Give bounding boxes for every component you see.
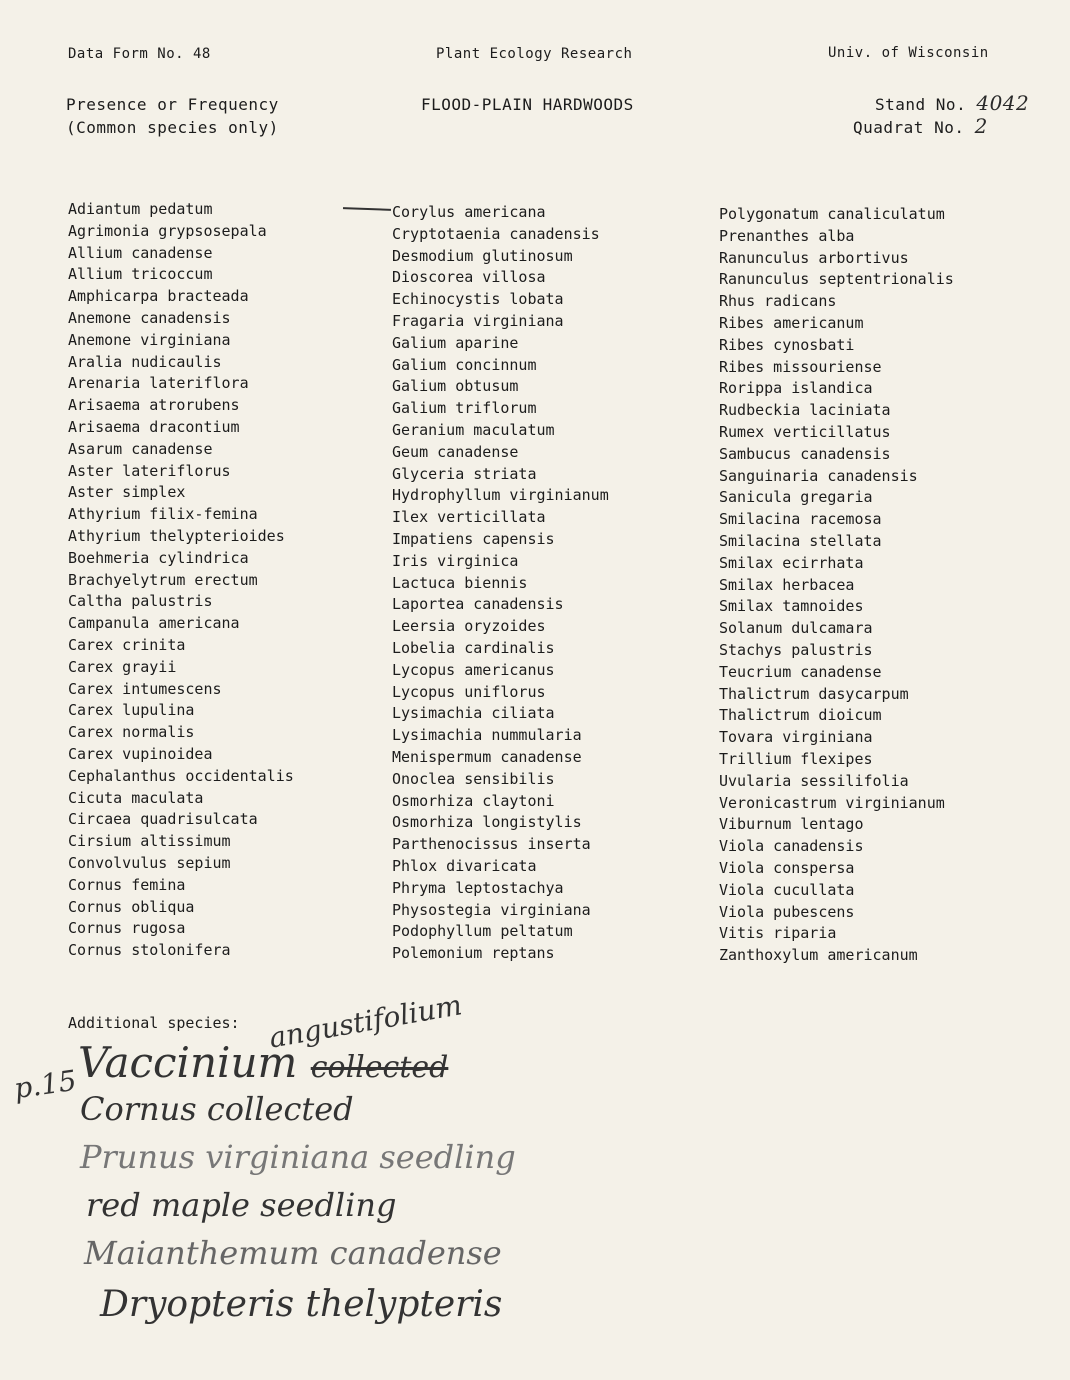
species-item: Veronicastrum virginianum <box>719 793 945 812</box>
quadrat-label: Quadrat No. <box>853 118 965 137</box>
handwritten-line-1 <box>78 1038 448 1087</box>
handwritten-margin-note: p.15 <box>12 1063 79 1106</box>
species-item: Boehmeria cylindrica <box>68 548 249 567</box>
species-item: Smilax ecirrhata <box>719 553 864 572</box>
species-item: Ribes cynosbati <box>719 335 855 354</box>
species-item: Galium obtusum <box>392 377 519 396</box>
species-item: Leersia oryzoides <box>392 617 546 636</box>
species-item: Caltha palustris <box>68 592 213 611</box>
species-item: Athyrium thelypterioides <box>68 526 285 545</box>
handwritten-line-5: Maianthemum canadense <box>84 1234 502 1272</box>
species-item: Prenanthes alba <box>719 226 855 245</box>
species-item: Physostegia virginiana <box>392 900 591 919</box>
species-item: Ranunculus septentrionalis <box>719 270 954 289</box>
species-item: Lycopus uniflorus <box>392 682 546 701</box>
species-item: Carex grayii <box>68 657 177 676</box>
species-item: Carex vupinoidea <box>68 744 213 763</box>
species-item: Impatiens capensis <box>392 529 555 548</box>
species-item: Hydrophyllum virginianum <box>392 486 609 505</box>
species-item: Ranunculus arbortivus <box>719 248 909 267</box>
species-item: Cornus rugosa <box>68 919 186 938</box>
species-item: Ribes missouriense <box>719 357 882 376</box>
form-number: Data Form No. 48 <box>68 46 211 62</box>
species-item: Adiantum pedatum <box>68 200 213 218</box>
handwritten-insertion: angustifolium <box>266 988 465 1055</box>
species-item: Lysimachia ciliata <box>392 704 555 723</box>
species-item: Lycopus americanus <box>392 660 555 679</box>
species-item: Cornus stolonifera <box>68 941 231 960</box>
species-item: Tovara virginiana <box>719 728 873 747</box>
species-item: Osmorhiza longistylis <box>392 813 582 832</box>
species-item: Fragaria virginiana <box>392 311 564 330</box>
species-item: Rumex verticillatus <box>719 422 891 441</box>
species-item: Polygonatum canaliculatum <box>719 205 945 223</box>
species-item: Smilacina stellata <box>719 531 882 550</box>
research-heading: Plant Ecology Research <box>436 46 633 62</box>
species-item: Corylus americana <box>392 203 546 221</box>
species-item: Arisaema dracontium <box>68 417 240 436</box>
species-item: Thalictrum dasycarpum <box>719 684 909 703</box>
quadrat-field <box>853 115 988 139</box>
species-item: Menispermum canadense <box>392 747 582 766</box>
form-title: FLOOD-PLAIN HARDWOODS <box>421 95 634 114</box>
pen-dash-mark <box>343 207 391 211</box>
species-item: Convolvulus sepium <box>68 853 231 872</box>
species-item: Aster lateriflorus <box>68 461 231 480</box>
species-item: Geranium maculatum <box>392 420 555 439</box>
species-item: Trillium flexipes <box>719 749 873 768</box>
species-item: Galium concinnum <box>392 355 537 374</box>
species-item: Carex crinita <box>68 635 186 654</box>
species-item: Anemone virginiana <box>68 330 231 349</box>
species-item: Galium aparine <box>392 333 519 352</box>
species-item: Anemone canadensis <box>68 308 231 327</box>
additional-species-label: Additional species: <box>68 1014 240 1032</box>
species-item: Desmodium glutinosum <box>392 246 573 265</box>
species-item: Ilex verticillata <box>392 508 546 527</box>
species-item: Carex intumescens <box>68 679 222 698</box>
species-item: Teucrium canadense <box>719 662 882 681</box>
presence-label: Presence or Frequency <box>66 95 279 114</box>
handwritten-genus: Vaccinium <box>78 1038 298 1087</box>
species-column-2 <box>392 202 609 965</box>
species-item: Cicuta maculata <box>68 788 204 807</box>
species-item: Cirsium altissimum <box>68 832 231 851</box>
species-item: Aralia nudicaulis <box>68 352 222 371</box>
species-item: Polemonium reptans <box>392 944 555 963</box>
species-item: Viola pubescens <box>719 902 855 921</box>
species-item: Lactuca biennis <box>392 573 528 592</box>
species-column-3 <box>719 204 954 967</box>
species-item: Phryma leptostachya <box>392 878 564 897</box>
species-item: Osmorhiza claytoni <box>392 791 555 810</box>
quadrat-value: 2 <box>974 114 988 138</box>
species-item: Rudbeckia laciniata <box>719 401 891 420</box>
species-item: Phlox divaricata <box>392 856 537 875</box>
handwritten-line-3: Prunus virginiana seedling <box>80 1138 516 1176</box>
species-item: Lobelia cardinalis <box>392 638 555 657</box>
handwritten-struck-word: collected <box>310 1050 449 1085</box>
species-item: Brachyelytrum erectum <box>68 570 258 589</box>
species-item: Uvularia sessilifolia <box>719 771 909 790</box>
species-item: Cornus femina <box>68 875 186 894</box>
species-item: Onoclea sensibilis <box>392 769 555 788</box>
species-item: Zanthoxylum americanum <box>719 946 918 965</box>
species-item: Asarum canadense <box>68 439 213 458</box>
species-item: Laportea canadensis <box>392 595 564 614</box>
species-item: Athyrium filix-femina <box>68 505 258 524</box>
species-item: Smilax tamnoides <box>719 597 864 616</box>
species-item: Rhus radicans <box>719 292 837 311</box>
species-item: Echinocystis lobata <box>392 290 564 309</box>
university-heading: Univ. of Wisconsin <box>828 45 989 61</box>
species-item: Solanum dulcamara <box>719 619 873 638</box>
species-item: Viburnum lentago <box>719 815 864 834</box>
species-item: Lysimachia nummularia <box>392 726 582 745</box>
handwritten-line-6: Dryopteris thelypteris <box>100 1284 503 1325</box>
species-item: Aster simplex <box>68 483 186 502</box>
species-item: Dioscorea villosa <box>392 268 546 287</box>
species-item: Amphicarpa bracteada <box>68 287 249 306</box>
species-item: Parthenocissus inserta <box>392 835 591 854</box>
species-item: Viola cucullata <box>719 880 855 899</box>
species-column-1 <box>68 199 294 962</box>
species-item: Arenaria lateriflora <box>68 374 249 393</box>
species-item: Allium tricoccum <box>68 265 213 284</box>
species-item: Campanula americana <box>68 614 240 633</box>
stand-label: Stand No. <box>875 95 967 114</box>
species-item: Stachys palustris <box>719 640 873 659</box>
species-item: Galium triflorum <box>392 399 537 418</box>
species-item: Thalictrum dioicum <box>719 706 882 725</box>
handwritten-line-2: Cornus collected <box>80 1090 354 1128</box>
species-item: Carex normalis <box>68 723 195 742</box>
species-item: Allium canadense <box>68 243 213 262</box>
species-item: Smilacina racemosa <box>719 510 882 529</box>
species-item: Viola canadensis <box>719 837 864 856</box>
species-item: Viola conspersa <box>719 858 855 877</box>
species-item: Circaea quadrisulcata <box>68 810 258 829</box>
species-item: Cephalanthus occidentalis <box>68 766 294 785</box>
species-item: Sanguinaria canadensis <box>719 466 918 485</box>
species-item: Sanicula gregaria <box>719 488 873 507</box>
handwritten-line-4: red maple seedling <box>86 1186 397 1224</box>
species-item: Sambucus canadensis <box>719 444 891 463</box>
species-item: Ribes americanum <box>719 313 864 332</box>
species-item: Cornus obliqua <box>68 897 195 916</box>
species-item: Agrimonia grypsosepala <box>68 221 267 240</box>
species-item: Iris virginica <box>392 551 519 570</box>
stand-value: 4042 <box>976 91 1030 115</box>
common-species-label: (Common species only) <box>66 118 279 137</box>
species-item: Glyceria striata <box>392 464 537 483</box>
species-item: Vitis riparia <box>719 924 837 943</box>
species-item: Cryptotaenia canadensis <box>392 224 600 243</box>
species-item: Geum canadense <box>392 442 519 461</box>
species-item: Carex lupulina <box>68 701 195 720</box>
stand-field <box>875 92 1029 116</box>
species-item: Rorippa islandica <box>719 379 873 398</box>
species-item: Arisaema atrorubens <box>68 396 240 415</box>
species-item: Podophyllum peltatum <box>392 922 573 941</box>
species-item: Smilax herbacea <box>719 575 855 594</box>
